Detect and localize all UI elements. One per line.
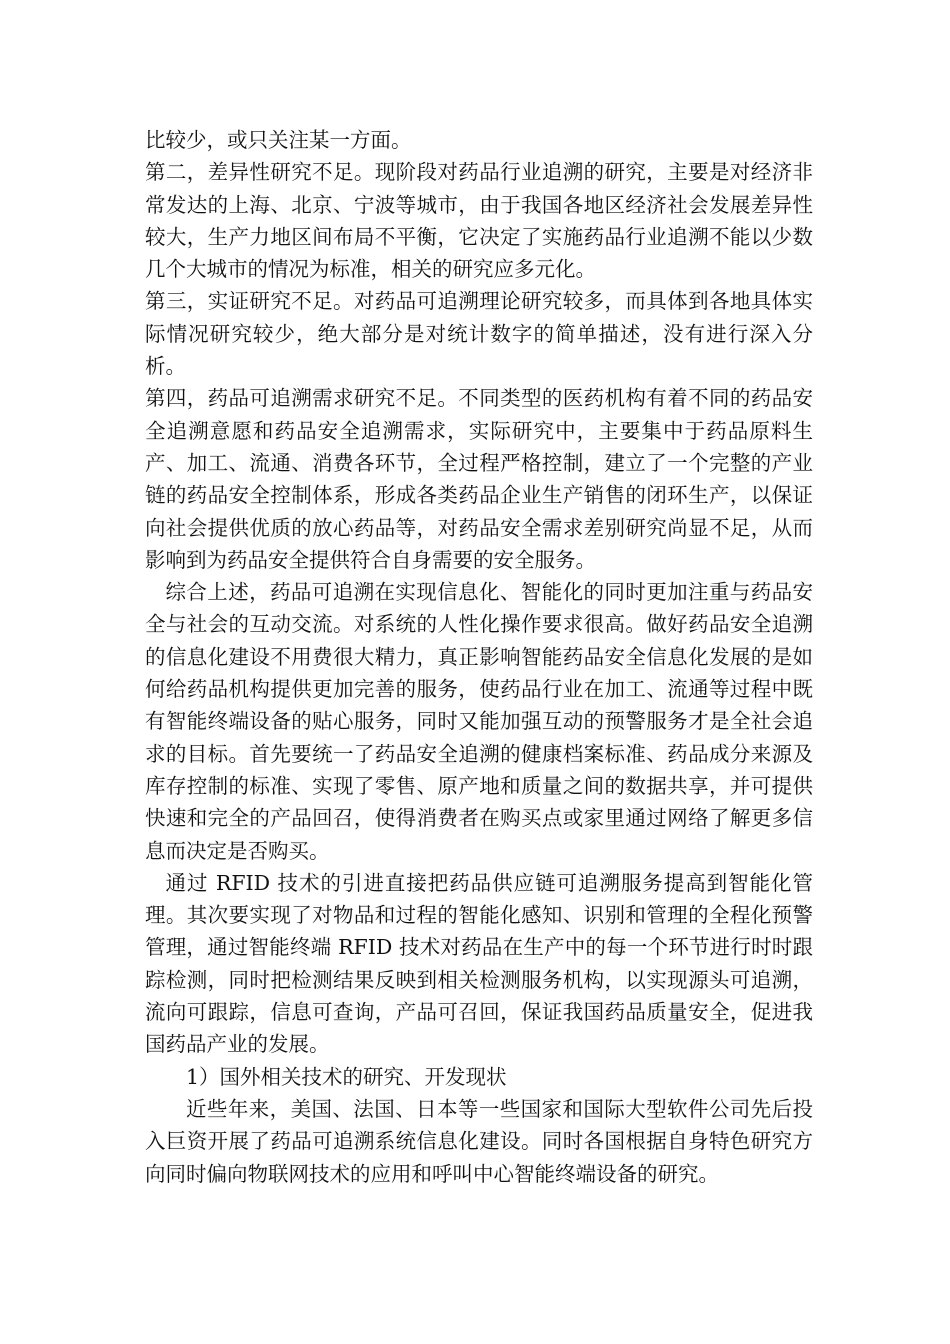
paragraph-third-point: 第三，实证研究不足。对药品可追溯理论研究较多，而具体到各地具体实际情况研究较少，绝大部分是对统计数字的简单描述，没有进行深入分析。	[145, 289, 813, 379]
paragraph-rfid: 通过 RFID 技术的引进直接把药品供应链可追溯服务提高到智能化管理。其次要实现了对物品和过程的智能化感知、识别和管理的全程化预警管理，通过智能终端 RFID 技术对药品在生产中的每一个环节进行时时跟踪检测，同时把检测结果反映到相关检测服务机构，以实现源头可追溯，流向可跟踪，信息可查询，产品可召回，保证我国药品质量安全，促进我国药品产业的发展。	[145, 870, 813, 1057]
paragraph-second-point: 第二，差异性研究不足。现阶段对药品行业追溯的研究，主要是对经济非常发达的上海、北京、宁波等城市，由于我国各地区经济社会发展差异性较大，生产力地区间布局不平衡，它决定了实施药品行业追溯不能以少数几个大城市的情况为标准，相关的研究应多元化。	[145, 160, 813, 282]
document-page	[145, 124, 813, 1190]
paragraph-continuation: 比较少，或只关注某一方面。	[145, 128, 412, 152]
section-heading: 1）国外相关技术的研究、开发现状	[186, 1064, 507, 1089]
paragraph-fourth-point: 第四，药品可追溯需求研究不足。不同类型的医药机构有着不同的药品安全追溯意愿和药品安全追溯需求，实际研究中，主要集中于药品原料生产、加工、流通、消费各环节，全过程严格控制，建立了一个完整的产业链的药品安全控制体系，形成各类药品企业生产销售的闭环生产，以保证向社会提供优质的放心药品等，对药品安全需求差别研究尚显不足，从而影响到为药品安全提供符合自身需要的安全服务。	[145, 386, 813, 572]
paragraph-foreign-research: 近些年来，美国、法国、日本等一些国家和国际大型软件公司先后投入巨资开展了药品可追溯系统信息化建设。同时各国根据自身特色研究方向同时偏向物联网技术的应用和呼叫中心智能终端设备的研究。	[145, 1096, 813, 1186]
paragraph-summary: 综合上述，药品可追溯在实现信息化、智能化的同时更加注重与药品安全与社会的互动交流。对系统的人性化操作要求很高。做好药品安全追溯的信息化建设不用费很大精力，真正影响智能药品安全信息化发展的是如何给药品机构提供更加完善的服务，使药品行业在加工、流通等过程中既有智能终端设备的贴心服务，同时又能加强互动的预警服务才是全社会追求的目标。首先要统一了药品安全追溯的健康档案标准、药品成分来源及库存控制的标准、实现了零售、原产地和质量之间的数据共享，并可提供快速和完全的产品回召，使得消费者在购买点或家里通过网络了解更多信息而决定是否购买。	[145, 580, 813, 863]
